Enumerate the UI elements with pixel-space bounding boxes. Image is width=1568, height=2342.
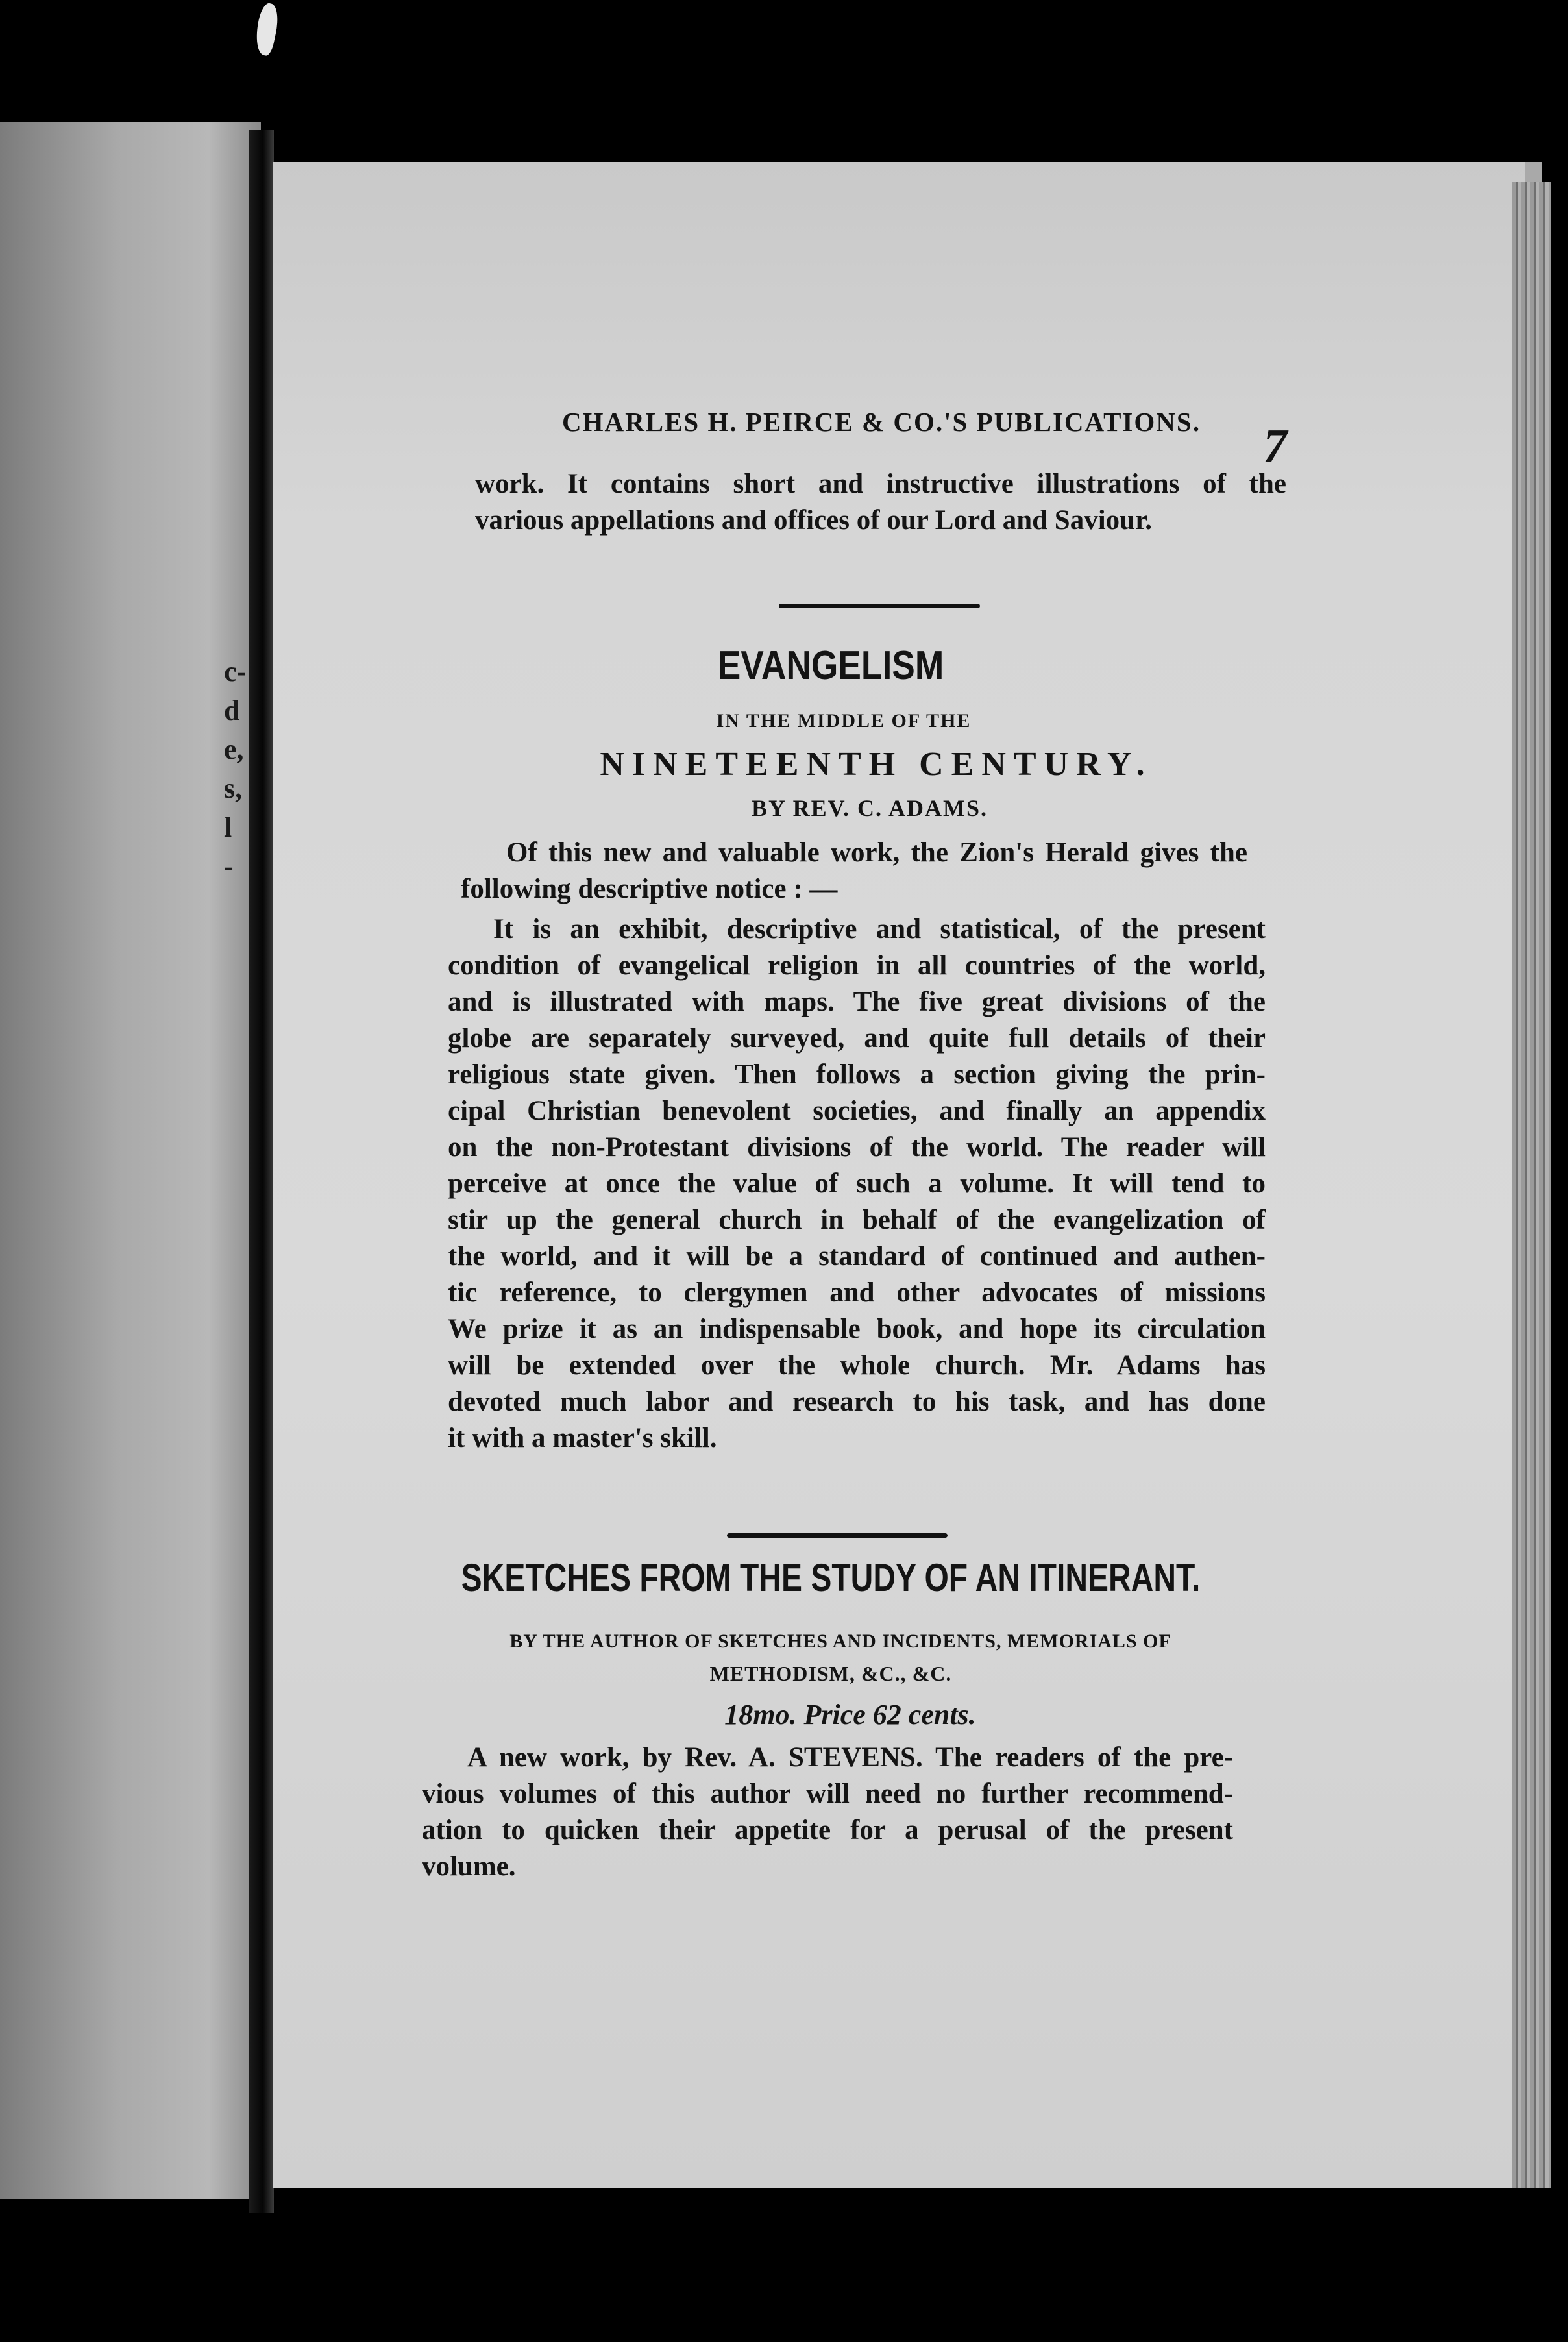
book-subtitle-century: NINETEENTH CENTURY. [600, 746, 1153, 783]
text-line: on the non-Protestant divisions of the world. The reader will [448, 1132, 1266, 1163]
text-line: various appellations and offices of our Lord and Saviour. [475, 505, 1152, 536]
text-line: We prize it as an indispensable book, and hope its circulation [448, 1314, 1266, 1344]
book-title-sketches: SKETCHES FROM THE STUDY OF AN ITINERANT. [461, 1556, 1201, 1599]
book-byline: BY THE AUTHOR OF SKETCHES AND INCIDENTS, MEMORIALS OF [509, 1631, 1171, 1652]
text-line: tic reference, to clergymen and other advocates of missions [448, 1277, 1266, 1308]
text-line: it with a master's skill. [448, 1423, 717, 1453]
margin-fragment: d [224, 695, 240, 726]
text-line: Of this new and valuable work, the Zion's Herald gives the [506, 837, 1247, 868]
book-gutter [249, 130, 274, 2213]
margin-fragment: s, [224, 772, 243, 804]
text-line: volume. [422, 1851, 516, 1882]
text-line: will be extended over the whole church. Mr. Adams has [448, 1350, 1266, 1381]
margin-fragment: l [224, 811, 232, 843]
book-subtitle: IN THE MIDDLE OF THE [716, 710, 972, 732]
text-line: devoted much labor and research to his task, and has done [448, 1387, 1266, 1417]
margin-fragment: - [224, 850, 234, 882]
text-line: work. It contains short and instructive illustrations of the [475, 469, 1286, 499]
book-title-evangelism: EVANGELISM [717, 643, 944, 688]
text-line: condition of evangelical religion in all countries of the world, [448, 950, 1266, 981]
text-line: globe are separately surveyed, and quite full details of their [448, 1023, 1266, 1054]
text-line: cipal Christian benevolent societies, and finally an appendix [448, 1096, 1266, 1126]
text-line: religious state given. Then follows a section giving the prin- [448, 1059, 1266, 1090]
page-edges [1512, 182, 1551, 2188]
evangelism-review [448, 911, 1266, 1457]
text-line: A new work, by Rev. A. STEVENS. The readers of the pre- [467, 1742, 1233, 1773]
book-price: 18mo. Price 62 cents. [724, 1699, 976, 1731]
text-line: following descriptive notice : — [461, 874, 838, 904]
margin-fragment: c- [224, 656, 247, 687]
text-line: perceive at once the value of such a volume. It will tend to [448, 1168, 1266, 1199]
section-divider [727, 1533, 948, 1538]
running-header: CHARLES H. PEIRCE & CO.'S PUBLICATIONS. [562, 407, 1201, 437]
sketches-description [422, 1740, 1233, 1885]
text-line: vious volumes of this author will need no further recommend- [422, 1779, 1233, 1809]
section-divider [779, 604, 980, 608]
book-author: BY REV. C. ADAMS. [751, 795, 988, 821]
book-byline: METHODISM, &C., &C. [709, 1662, 952, 1685]
left-page-edge [0, 122, 261, 2199]
text-line: and is illustrated with maps. The five great divisions of the [448, 987, 1266, 1017]
text-line: stir up the general church in behalf of the evangelization of [448, 1205, 1266, 1235]
evangelism-notice-intro [461, 835, 1247, 907]
text-line: ation to quicken their appetite for a perusal of the present [422, 1815, 1233, 1845]
intro-paragraph [475, 466, 1286, 539]
text-line: It is an exhibit, descriptive and statistical, of the present [493, 914, 1266, 944]
margin-fragment: e, [224, 733, 244, 765]
page-number: 7 [1263, 420, 1287, 473]
text-line: the world, and it will be a standard of continued and authen- [448, 1241, 1266, 1272]
